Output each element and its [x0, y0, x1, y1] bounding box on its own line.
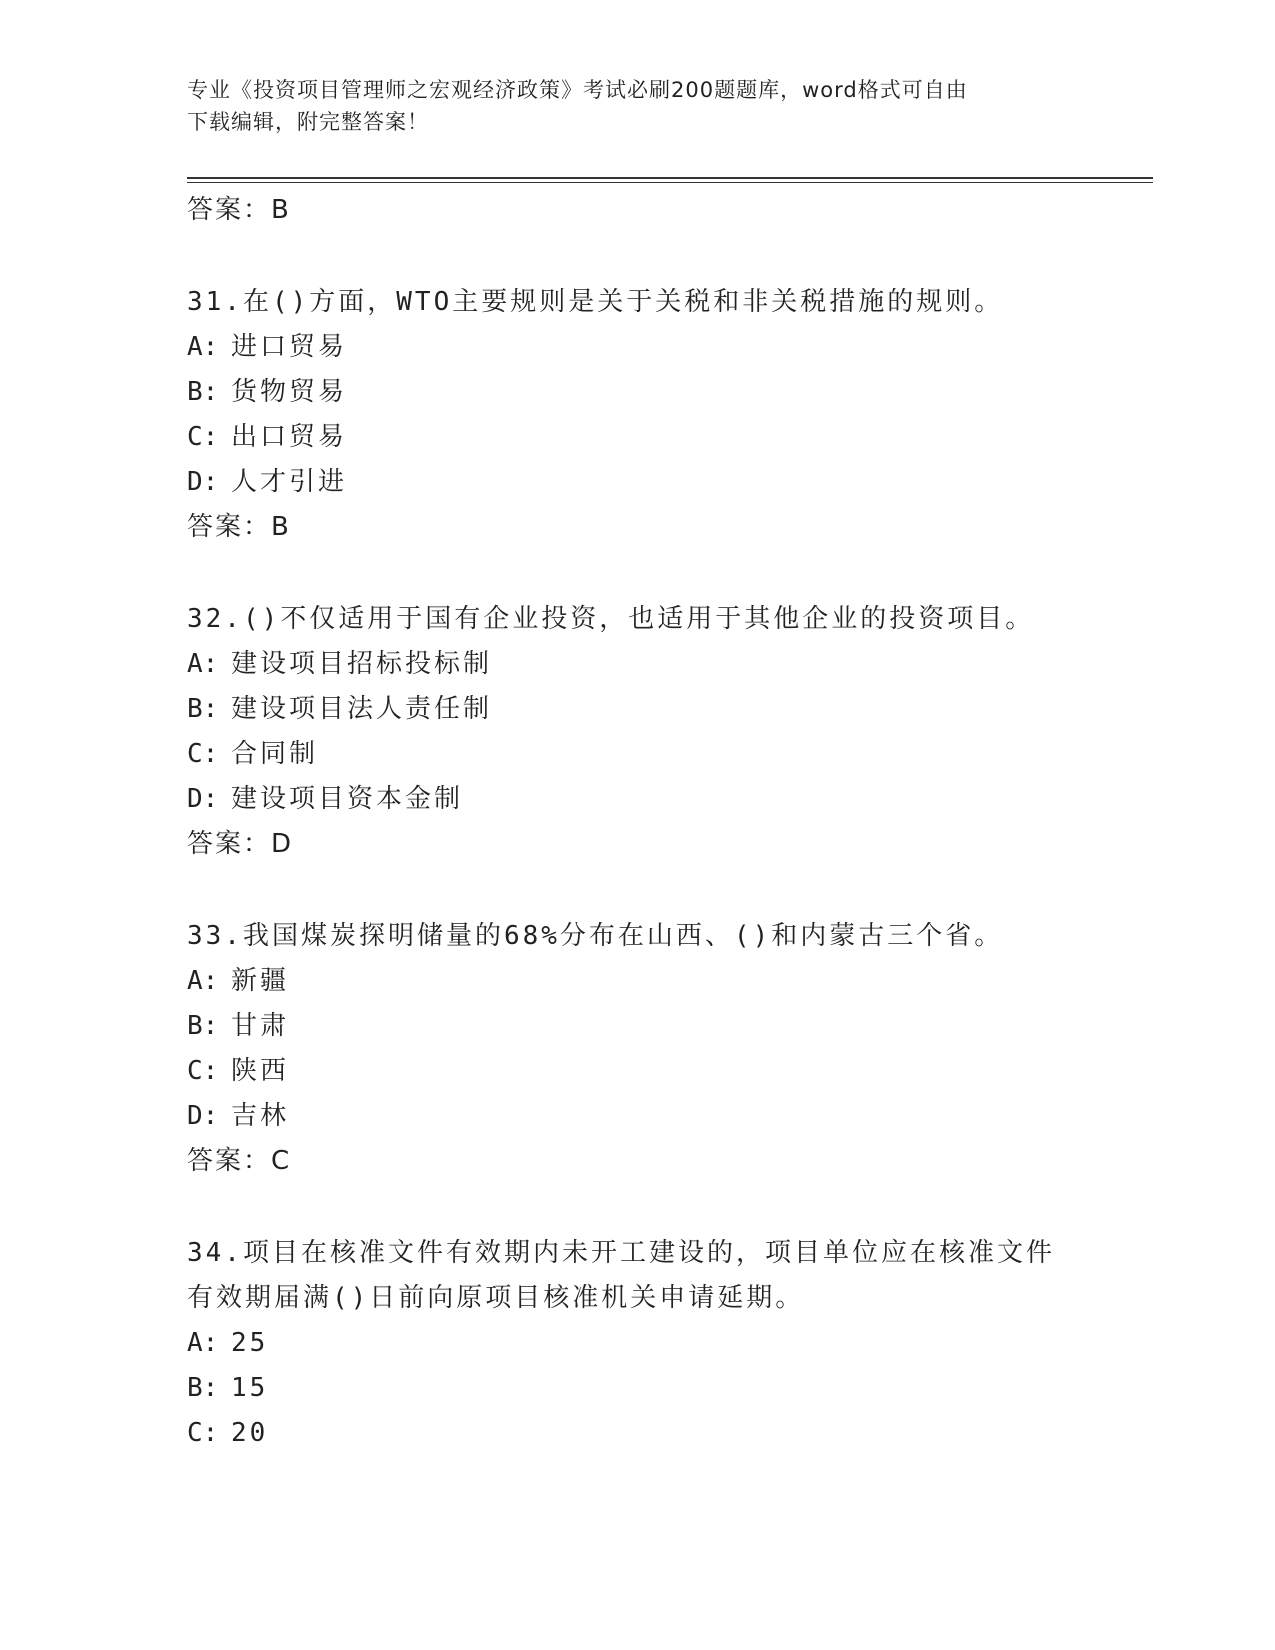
- option-d: [187, 777, 1153, 822]
- option-text: 25: [231, 1328, 269, 1358]
- option-key: C:: [187, 422, 219, 452]
- option-a: [187, 325, 1153, 370]
- option-a: [187, 1321, 1153, 1366]
- option-c: [187, 1411, 1153, 1456]
- header-line-2: 下载编辑，附完整答案！: [187, 110, 429, 134]
- question-text: 32.()不仅适用于国有企业投资，也适用于其他企业的投资项目。: [187, 604, 1035, 634]
- header-divider: [187, 177, 1153, 179]
- question-block: [187, 280, 1153, 550]
- option-text: 吉林: [231, 1101, 290, 1131]
- option-b: [187, 1366, 1153, 1411]
- option-d: [187, 460, 1153, 505]
- option-text: 建设项目招标投标制: [231, 649, 493, 679]
- option-key: D:: [187, 467, 219, 497]
- header-line-1: 专业《投资项目管理师之宏观经济政策》考试必刷200题题库，word格式可自由: [187, 78, 968, 102]
- option-c: [187, 732, 1153, 777]
- option-b: [187, 1004, 1153, 1049]
- question-text: 31.在()方面，WTO主要规则是关于关税和非关税措施的规则。: [187, 287, 1004, 317]
- option-key: C:: [187, 739, 219, 769]
- option-key: A:: [187, 966, 219, 996]
- option-text: 建设项目资本金制: [231, 784, 464, 814]
- option-key: B:: [187, 1373, 219, 1403]
- option-text: 新疆: [231, 966, 290, 996]
- option-text: 出口贸易: [231, 422, 348, 452]
- option-b: [187, 370, 1153, 415]
- option-key: A:: [187, 332, 219, 362]
- option-key: B:: [187, 377, 219, 407]
- option-key: A:: [187, 1328, 219, 1358]
- answer-line: 答案：B: [187, 512, 291, 542]
- option-c: [187, 415, 1153, 460]
- question-block: [187, 1231, 1153, 1456]
- question-block: [187, 597, 1153, 867]
- option-key: B:: [187, 1011, 219, 1041]
- question-block: [187, 914, 1153, 1184]
- option-key: D:: [187, 1101, 219, 1131]
- option-text: 20: [231, 1418, 269, 1448]
- answer-line: 答案：D: [187, 829, 294, 859]
- option-text: 15: [231, 1373, 269, 1403]
- header-divider-thin: [187, 182, 1153, 183]
- option-text: 进口贸易: [231, 332, 348, 362]
- option-c: [187, 1049, 1153, 1094]
- option-b: [187, 687, 1153, 732]
- option-d: [187, 1094, 1153, 1139]
- question-list: [187, 188, 1153, 1456]
- answer-line: 答案：C: [187, 1146, 292, 1176]
- question-text: 34.项目在核准文件有效期内未开工建设的，项目单位应在核准文件有效期届满()日前向原项目核准机关申请延期。: [187, 1238, 1055, 1313]
- option-a: [187, 959, 1153, 1004]
- option-text: 陕西: [231, 1056, 290, 1086]
- option-key: D:: [187, 784, 219, 814]
- document-header: [187, 74, 1087, 138]
- option-key: C:: [187, 1056, 219, 1086]
- option-text: 甘肃: [231, 1011, 290, 1041]
- previous-answer: 答案：B: [187, 195, 291, 225]
- option-key: C:: [187, 1418, 219, 1448]
- option-text: 建设项目法人责任制: [231, 694, 493, 724]
- option-text: 合同制: [231, 739, 319, 769]
- option-key: A:: [187, 649, 219, 679]
- option-key: B:: [187, 694, 219, 724]
- option-text: 人才引进: [231, 467, 348, 497]
- option-text: 货物贸易: [231, 377, 348, 407]
- question-text: 33.我国煤炭探明储量的68%分布在山西、()和内蒙古三个省。: [187, 921, 1004, 951]
- option-a: [187, 642, 1153, 687]
